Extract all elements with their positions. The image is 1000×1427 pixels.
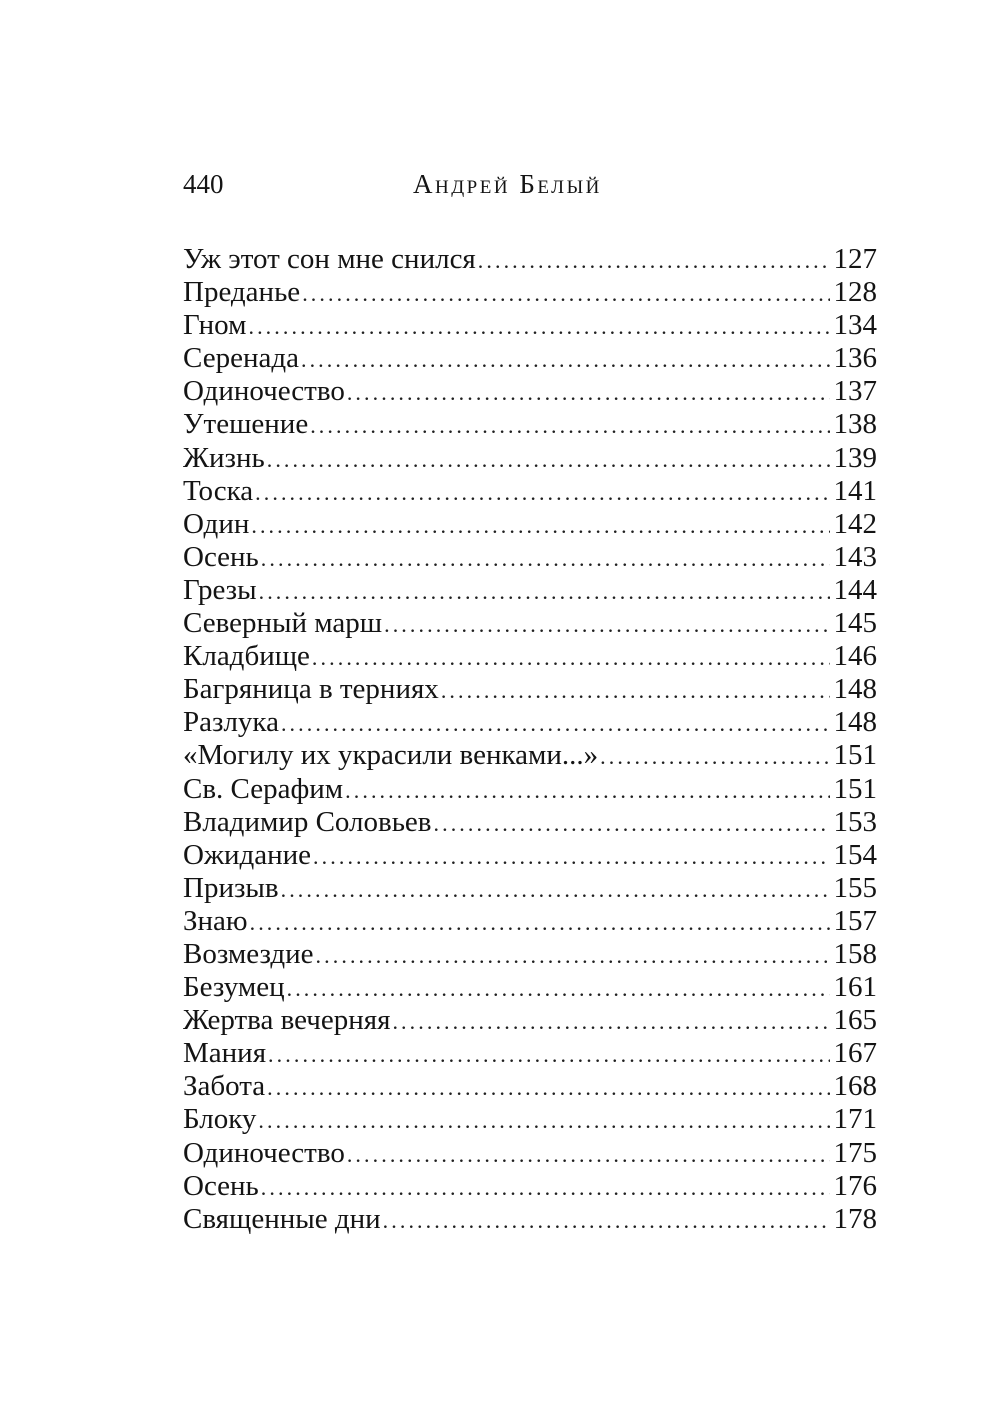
dot-leader bbox=[434, 807, 830, 840]
toc-entry-title: Безумец bbox=[183, 971, 285, 1004]
toc-entry-page: 153 bbox=[833, 805, 877, 838]
toc-entry bbox=[183, 541, 877, 574]
toc-entry-page: 161 bbox=[833, 971, 877, 1004]
toc-entry bbox=[183, 408, 877, 441]
toc-entry-page: 148 bbox=[833, 706, 877, 739]
dot-leader bbox=[248, 310, 829, 343]
toc-entry bbox=[183, 773, 877, 806]
running-head bbox=[183, 166, 877, 202]
dot-leader bbox=[261, 1171, 830, 1204]
toc-entry-title: «Могилу их украсили венками...» bbox=[183, 739, 599, 772]
dot-leader bbox=[383, 1204, 830, 1237]
toc-entry bbox=[183, 309, 877, 342]
toc-entry bbox=[183, 475, 877, 508]
toc-entry-title: Одиночество bbox=[183, 1136, 345, 1169]
toc-entry-title: Преданье bbox=[183, 276, 301, 309]
dot-leader bbox=[345, 774, 829, 807]
dot-leader bbox=[347, 376, 830, 409]
toc-entry-title: Осень bbox=[183, 1169, 259, 1202]
toc-entry bbox=[183, 971, 877, 1004]
toc-entry-title: Серенада bbox=[183, 342, 299, 375]
toc-entry bbox=[183, 276, 877, 309]
dot-leader bbox=[258, 1104, 829, 1137]
toc-entry-page: 134 bbox=[833, 309, 877, 342]
toc-entry-title: Блоку bbox=[183, 1103, 257, 1136]
toc-entry bbox=[183, 673, 877, 706]
toc-entry-page: 176 bbox=[833, 1169, 877, 1202]
dot-leader bbox=[250, 906, 830, 939]
toc-entry-title: Жертва вечерняя bbox=[183, 1004, 391, 1037]
toc-entry bbox=[183, 243, 877, 276]
toc-entry-title: Тоска bbox=[183, 474, 254, 507]
dot-leader bbox=[251, 509, 829, 542]
toc-entry bbox=[183, 375, 877, 408]
dot-leader bbox=[312, 641, 830, 674]
toc-entry-page: 128 bbox=[833, 276, 877, 309]
toc-entry-page: 175 bbox=[833, 1136, 877, 1169]
toc-entry-page: 137 bbox=[833, 375, 877, 408]
toc-entry-title: Св. Серафим bbox=[183, 772, 344, 805]
toc-entry-page: 167 bbox=[833, 1037, 877, 1070]
toc-entry-page: 151 bbox=[833, 739, 877, 772]
toc-entry bbox=[183, 1103, 877, 1136]
toc-entry bbox=[183, 574, 877, 607]
dot-leader bbox=[301, 343, 830, 376]
toc-entry bbox=[183, 442, 877, 475]
toc-entry bbox=[183, 839, 877, 872]
table-of-contents bbox=[183, 243, 877, 1236]
dot-leader bbox=[287, 972, 830, 1005]
toc-entry bbox=[183, 872, 877, 905]
dot-leader bbox=[313, 840, 829, 873]
dot-leader bbox=[478, 244, 830, 277]
toc-entry bbox=[183, 706, 877, 739]
toc-entry-page: 144 bbox=[833, 573, 877, 606]
toc-entry-title: Разлука bbox=[183, 706, 279, 739]
toc-entry-page: 143 bbox=[833, 540, 877, 573]
toc-entry-title: Кладбище bbox=[183, 640, 310, 673]
toc-entry-title: Владимир Соловьев bbox=[183, 805, 432, 838]
toc-entry-page: 139 bbox=[833, 441, 877, 474]
toc-entry-title: Гном bbox=[183, 309, 247, 342]
toc-entry-title: Осень bbox=[183, 540, 259, 573]
toc-entry bbox=[183, 1037, 877, 1070]
toc-entry-title: Один bbox=[183, 507, 250, 540]
dot-leader bbox=[281, 873, 830, 906]
dot-leader bbox=[316, 939, 830, 972]
toc-entry bbox=[183, 806, 877, 839]
toc-entry bbox=[183, 607, 877, 640]
dot-leader bbox=[441, 674, 830, 707]
toc-entry bbox=[183, 342, 877, 375]
toc-entry-page: 142 bbox=[833, 507, 877, 540]
toc-entry-title: Грезы bbox=[183, 573, 257, 606]
dot-leader bbox=[281, 707, 830, 740]
dot-leader bbox=[310, 409, 829, 442]
toc-entry-title: Мания bbox=[183, 1037, 267, 1070]
toc-entry-page: 155 bbox=[833, 871, 877, 904]
toc-entry-page: 168 bbox=[833, 1070, 877, 1103]
toc-entry-page: 151 bbox=[833, 772, 877, 805]
dot-leader bbox=[384, 608, 829, 641]
dot-leader bbox=[255, 476, 829, 509]
toc-entry-page: 141 bbox=[833, 474, 877, 507]
dot-leader bbox=[267, 443, 830, 476]
toc-entry-page: 158 bbox=[833, 937, 877, 970]
toc-entry bbox=[183, 1203, 877, 1236]
toc-entry-page: 136 bbox=[833, 342, 877, 375]
dot-leader bbox=[261, 542, 830, 575]
toc-entry-title: Багряница в терниях bbox=[183, 673, 439, 706]
page-number: 440 bbox=[183, 169, 224, 199]
toc-entry-page: 138 bbox=[833, 408, 877, 441]
toc-entry-title: Одиночество bbox=[183, 375, 345, 408]
dot-leader bbox=[600, 740, 829, 773]
toc-entry bbox=[183, 1004, 877, 1037]
toc-entry-title: Утешение bbox=[183, 408, 309, 441]
toc-entry-page: 148 bbox=[833, 673, 877, 706]
dot-leader bbox=[302, 277, 829, 310]
toc-entry-page: 146 bbox=[833, 640, 877, 673]
toc-entry-title: Священные дни bbox=[183, 1202, 381, 1235]
toc-entry-title: Уж этот сон мне снился bbox=[183, 243, 476, 275]
dot-leader bbox=[347, 1138, 830, 1171]
toc-entry-title: Забота bbox=[183, 1070, 266, 1103]
toc-entry-title: Призыв bbox=[183, 871, 279, 904]
toc-entry bbox=[183, 1170, 877, 1203]
toc-entry-title: Ожидание bbox=[183, 838, 312, 871]
dot-leader bbox=[268, 1038, 829, 1071]
toc-entry-page: 145 bbox=[833, 607, 877, 640]
toc-entry-page: 165 bbox=[833, 1004, 877, 1037]
toc-entry bbox=[183, 1137, 877, 1170]
toc-entry bbox=[183, 640, 877, 673]
dot-leader bbox=[267, 1071, 829, 1104]
toc-entry-page: 171 bbox=[833, 1103, 877, 1136]
toc-entry bbox=[183, 508, 877, 541]
toc-entry-page: 157 bbox=[833, 904, 877, 937]
dot-leader bbox=[259, 575, 830, 608]
toc-entry bbox=[183, 739, 877, 772]
dot-leader bbox=[392, 1005, 829, 1038]
toc-entry-title: Знаю bbox=[183, 904, 248, 937]
toc-entry bbox=[183, 905, 877, 938]
toc-entry-title: Жизнь bbox=[183, 441, 265, 474]
toc-entry-page: 127 bbox=[833, 243, 877, 275]
toc-entry bbox=[183, 938, 877, 971]
toc-entry bbox=[183, 1070, 877, 1103]
running-head-author: Андрей Белый bbox=[413, 169, 602, 199]
toc-entry-page: 178 bbox=[833, 1202, 877, 1235]
toc-entry-page: 154 bbox=[833, 838, 877, 871]
toc-entry-title: Возмездие bbox=[183, 937, 314, 970]
toc-entry-title: Северный марш bbox=[183, 607, 383, 640]
